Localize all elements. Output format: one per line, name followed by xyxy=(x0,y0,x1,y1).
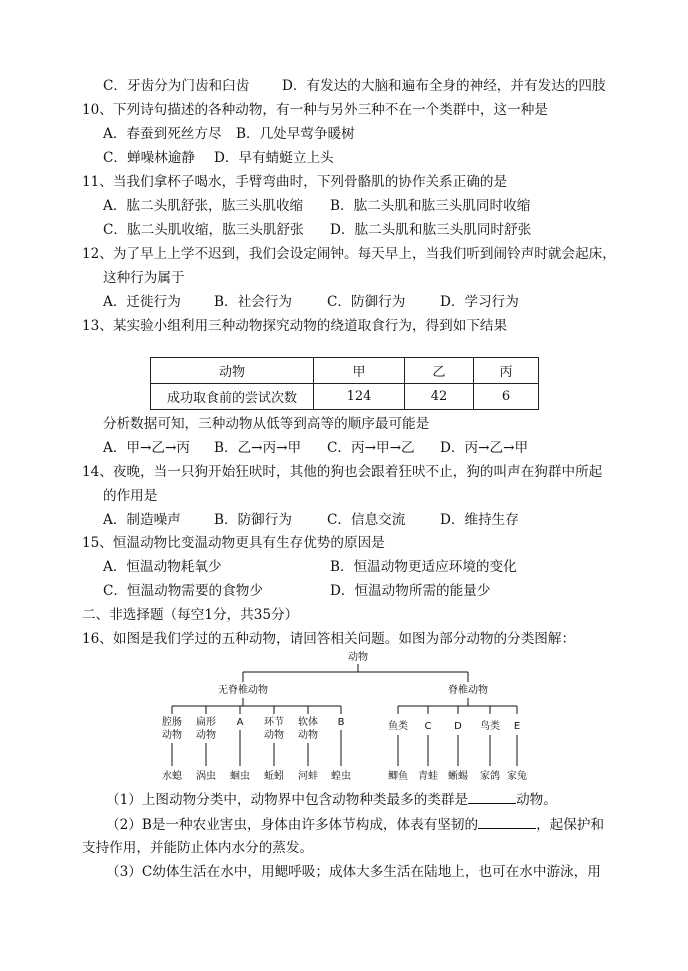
tree-group-label: 腔肠 xyxy=(162,717,182,728)
q16-part1-suffix: 动物。 xyxy=(516,792,557,808)
q9-option-d: D．有发达的大脑和遍布全身的神经，并有发达的四肢 xyxy=(282,78,606,94)
q14-option-b: B．防御行为 xyxy=(214,512,292,528)
tree-animal-label: 家鸽 xyxy=(480,771,500,782)
q15-option-a: A．恒温动物耗氧少 xyxy=(103,559,222,575)
q13-option-a: A．甲→乙→丙 xyxy=(103,440,190,456)
q10-stem: 10、下列诗句描述的各种动物，有一种与另外三种不在一个类群中，这一种是 xyxy=(82,102,548,118)
tree-animal-label: 家兔 xyxy=(507,771,527,782)
q15-option-c: C．恒温动物需要的食物少 xyxy=(103,583,263,599)
animal-classification-tree xyxy=(140,648,560,786)
tree-group-label: A xyxy=(236,717,244,728)
table-cell: 124 xyxy=(314,384,405,410)
section-heading: 二、非选择题（每空1分，共35分） xyxy=(82,607,299,623)
tree-animal-label: 鲫鱼 xyxy=(388,771,408,782)
q9-option-c: C．牙齿分为门齿和臼齿 xyxy=(103,78,250,94)
tree-group-label: C xyxy=(424,721,432,732)
tree-group-label: 鱼类 xyxy=(388,721,408,732)
tree-group-label: 动物 xyxy=(264,730,284,741)
q11-option-c: C．肱二头肌收缩，肱三头肌舒张 xyxy=(103,222,304,238)
q16-part2-cont: 支持作用，并能防止体内水分的蒸发。 xyxy=(82,840,314,856)
tree-group-label: E xyxy=(513,721,521,732)
table-cell: 成功取食前的尝试次数 xyxy=(151,384,314,410)
tree-vertebrates: 脊椎动物 xyxy=(448,685,488,696)
q11-option-d: D．肱二头肌和肱三头肌同时舒张 xyxy=(330,222,532,238)
answer-blank[interactable] xyxy=(478,814,536,829)
tree-animal-label: 蜥蜴 xyxy=(448,771,468,782)
tree-animal-label: 蚯蚓 xyxy=(264,771,284,782)
tree-group-label: 扁形 xyxy=(196,717,216,728)
q14-option-a: A．制造噪声 xyxy=(103,512,181,528)
q13-stem: 13、某实验小组利用三种动物探究动物的绕道取食行为，得到如下结果 xyxy=(82,318,508,334)
tree-animal-label: 蛔虫 xyxy=(230,771,250,782)
q14-stem-line1: 14、夜晚，当一只狗开始狂吠时，其他的狗也会跟着狂吠不止，狗的叫声在狗群中所起 xyxy=(82,464,603,480)
q16-part2 xyxy=(106,814,604,835)
tree-group-label: D xyxy=(454,721,462,732)
table-cell: 乙 xyxy=(405,358,474,384)
tree-group-label: 动物 xyxy=(298,730,318,741)
q15-option-d: D．恒温动物所需的能量少 xyxy=(330,583,491,599)
q13-option-c: C．丙→甲→乙 xyxy=(327,440,415,456)
tree-group-label: B xyxy=(337,717,345,728)
q12-option-d: D．学习行为 xyxy=(440,294,519,310)
answer-blank[interactable] xyxy=(468,789,516,804)
tree-group-label: 动物 xyxy=(162,730,182,741)
q16-part2-text: （2）B是一种农业害虫，身体由许多体节构成，体表有坚韧的 xyxy=(106,817,479,833)
tree-root: 动物 xyxy=(348,652,368,663)
q12-stem-line2: 这种行为属于 xyxy=(103,270,185,286)
q12-option-b: B．社会行为 xyxy=(214,294,292,310)
q11-option-a: A．肱二头肌舒张，肱三头肌收缩 xyxy=(103,198,304,214)
tree-group-label: 鸟类 xyxy=(480,721,500,732)
q14-option-d: D．维持生存 xyxy=(440,512,519,528)
q10-option-d: D．早有蜻蜓立上头 xyxy=(214,150,334,166)
table-cell: 丙 xyxy=(474,358,539,384)
tree-group-label: 动物 xyxy=(196,730,216,741)
q16-stem: 16、如图是我们学过的五种动物，请回答相关问题。如图为部分动物的分类图解： xyxy=(82,631,576,647)
q13-analysis: 分析数据可知，三种动物从低等到高等的顺序最可能是 xyxy=(103,416,430,432)
q12-option-c: C．防御行为 xyxy=(327,294,406,310)
table-header-row xyxy=(151,358,539,384)
q16-part2-suffix: ，起保护和 xyxy=(536,817,605,833)
q15-option-b: B．恒温动物更适应环境的变化 xyxy=(330,559,517,575)
q13-data-table xyxy=(150,357,539,410)
tree-animal-label: 青蛙 xyxy=(418,771,438,782)
table-row xyxy=(151,384,539,410)
table-cell: 6 xyxy=(474,384,539,410)
table-cell: 甲 xyxy=(314,358,405,384)
q15-stem: 15、恒温动物比变温动物更具有生存优势的原因是 xyxy=(82,535,385,551)
q14-option-c: C．信息交流 xyxy=(327,512,406,528)
tree-animal-label: 涡虫 xyxy=(196,771,216,782)
tree-animal-label: 水螅 xyxy=(162,771,182,782)
tree-group-label: 环节 xyxy=(264,717,284,728)
tree-invertebrates: 无脊椎动物 xyxy=(218,685,268,696)
q11-option-b: B．肱二头肌和肱三头肌同时收缩 xyxy=(330,198,531,214)
q10-option-c: C．蝉噪林逾静 xyxy=(103,150,195,166)
q12-option-a: A．迁徙行为 xyxy=(103,294,181,310)
q16-part1-text: （1）上图动物分类中，动物界中包含动物种类最多的类群是 xyxy=(106,792,469,808)
q11-stem: 11、当我们拿杯子喝水，手臂弯曲时，下列骨骼肌的协作关系正确的是 xyxy=(82,174,508,190)
table-cell: 42 xyxy=(405,384,474,410)
table-cell: 动物 xyxy=(151,358,314,384)
q16-part1 xyxy=(106,789,557,810)
q13-option-b: B．乙→丙→甲 xyxy=(214,440,302,456)
q10-option-a: A．春蚕到死丝方尽 xyxy=(103,126,222,142)
q14-stem-line2: 的作用是 xyxy=(103,488,158,504)
tree-group-label: 软体 xyxy=(298,717,318,728)
q13-option-d: D．丙→乙→甲 xyxy=(440,440,529,456)
q10-option-b: B．几处早莺争暖树 xyxy=(236,126,355,142)
tree-animal-label: 河蚌 xyxy=(298,771,318,782)
tree-animal-label: 蝗虫 xyxy=(331,771,351,782)
q12-stem-line1: 12、为了早上上学不迟到，我们会设定闹钟。每天早上，当我们听到闹铃声时就会起床， xyxy=(82,246,616,262)
q16-part3: （3）C幼体生活在水中，用鳃呼吸；成体大多生活在陆地上，也可在水中游泳，用 xyxy=(106,864,601,880)
